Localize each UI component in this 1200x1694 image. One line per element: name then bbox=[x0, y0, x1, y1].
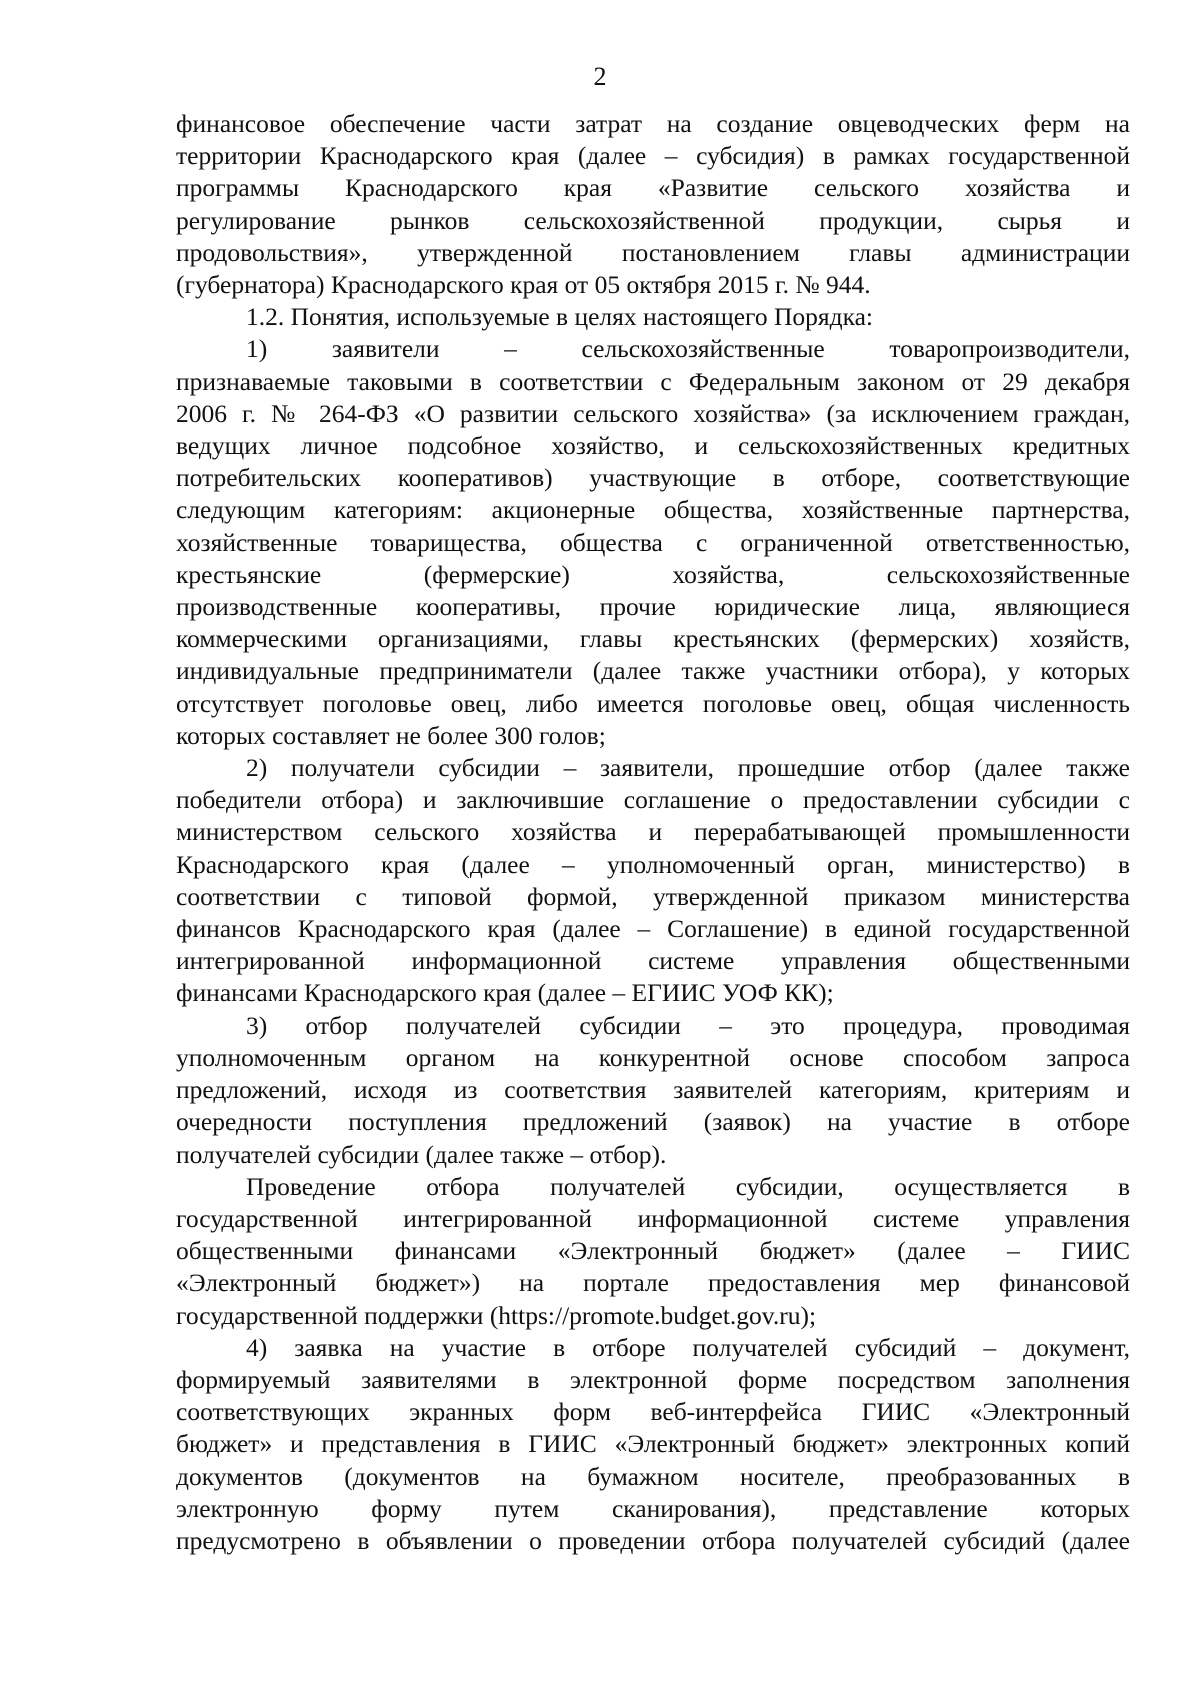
text-line: документов (документов на бумажном носителе, преобразованных в bbox=[176, 1461, 1130, 1491]
text-line: получателей субсидии (далее также – отбор). bbox=[176, 1139, 667, 1169]
text-line: отсутствует поголовье овец, либо имеется поголовье овец, общая численность bbox=[176, 688, 1130, 718]
paragraph bbox=[176, 108, 1130, 301]
text-line: следующим категориям: акционерные общества, хозяйственные партнерства, bbox=[176, 495, 1130, 525]
text-line: бюджет» и представления в ГИИС «Электронный бюджет» электронных копий bbox=[176, 1429, 1130, 1459]
page-number: 2 bbox=[593, 62, 607, 91]
text-line: победители отбора) и заключившие соглашение о предоставлении субсидии с bbox=[176, 785, 1130, 815]
text-line: территории Краснодарского края (далее – субсидия) в рамках государственной bbox=[176, 141, 1130, 171]
text-line: 1) заявители – сельскохозяйственные товаропроизводители, bbox=[246, 334, 1130, 364]
text-line: Краснодарского края (далее – уполномоченный орган, министерство) в bbox=[176, 849, 1130, 879]
text-line: 2) получатели субсидии – заявители, прошедшие отбор (далее также bbox=[246, 753, 1130, 783]
text-line: производственные кооперативы, прочие юридические лица, являющиеся bbox=[176, 592, 1130, 622]
text-line: предложений, исходя из соответствия заявителей категориям, критериям и bbox=[176, 1075, 1130, 1105]
text-line: электронную форму путем сканирования), представление которых bbox=[176, 1493, 1130, 1523]
text-line: регулирование рынков сельскохозяйственной продукции, сырья и bbox=[176, 205, 1130, 235]
text-line: коммерческими организациями, главы крестьянских (фермерских) хозяйств, bbox=[176, 624, 1130, 654]
text-line: Проведение отбора получателей субсидии, осуществляется в bbox=[246, 1171, 1130, 1201]
text-line: предусмотрено в объявлении о проведении отбора получателей субсидий (далее bbox=[176, 1525, 1130, 1555]
text-line: потребительских кооперативов) участвующие в отборе, соответствующие bbox=[176, 463, 1130, 493]
text-line: программы Краснодарского края «Развитие сельского хозяйства и bbox=[176, 173, 1130, 203]
text-line: соответствующих экранных форм веб-интерфейса ГИИС «Электронный bbox=[176, 1397, 1130, 1427]
text-line: уполномоченным органом на конкурентной основе способом запроса bbox=[176, 1042, 1130, 1072]
text-line: «Электронный бюджет») на портале предоставления мер финансовой bbox=[176, 1268, 1130, 1298]
text-line: 2006 г. № 264-ФЗ «О развитии сельского хозяйства» (за исключением граждан, bbox=[176, 398, 1130, 428]
text-line: соответствии с типовой формой, утвержденной приказом министерства bbox=[176, 881, 1130, 911]
text-line: крестьянские (фермерские) хозяйства, сельскохозяйственные bbox=[176, 559, 1130, 589]
paragraph bbox=[176, 1332, 1130, 1557]
text-line: финансов Краснодарского края (далее – Соглашение) в единой государственной bbox=[176, 914, 1130, 944]
text-line: продовольствия», утвержденной постановлением главы администрации bbox=[176, 237, 1130, 267]
text-line: признаваемые таковыми в соответствии с Федеральным законом от 29 декабря bbox=[176, 366, 1130, 396]
text-line: государственной поддержки (https://promote.budget.gov.ru); bbox=[176, 1300, 817, 1330]
paragraph bbox=[176, 333, 1130, 752]
text-line: хозяйственные товарищества, общества с ограниченной ответственностью, bbox=[176, 527, 1130, 557]
text-line: 4) заявка на участие в отборе получателей субсидий – документ, bbox=[246, 1332, 1130, 1362]
text-line: которых составляет не более 300 голов; bbox=[176, 720, 606, 750]
text-line: ведущих личное подсобное хозяйство, и сельскохозяйственных кредитных bbox=[176, 431, 1130, 461]
text-line: индивидуальные предприниматели (далее также участники отбора), у которых bbox=[176, 656, 1130, 686]
text-line: финансовое обеспечение части затрат на создание овцеводческих ферм на bbox=[176, 109, 1130, 138]
text-line: общественными финансами «Электронный бюджет» (далее – ГИИС bbox=[176, 1236, 1130, 1266]
text-line: очередности поступления предложений (заявок) на участие в отборе bbox=[176, 1107, 1130, 1137]
text-line: (губернатора) Краснодарского края от 05 октября 2015 г. № 944. bbox=[176, 270, 871, 300]
text-line: интегрированной информационной системе управления общественными bbox=[176, 946, 1130, 976]
text-line: министерством сельского хозяйства и перерабатывающей промышленности bbox=[176, 817, 1130, 847]
paragraph bbox=[176, 301, 1130, 333]
text-line: государственной интегрированной информационной системе управления bbox=[176, 1203, 1130, 1233]
text-line: финансами Краснодарского края (далее – ЕГИИС УОФ КК); bbox=[176, 978, 834, 1008]
paragraph bbox=[176, 1171, 1130, 1332]
document-body bbox=[176, 108, 1130, 1557]
text-line: 3) отбор получателей субсидии – это процедура, проводимая bbox=[246, 1010, 1130, 1040]
paragraph bbox=[176, 1010, 1130, 1171]
text-line: 1.2. Понятия, используемые в целях настоящего Порядка: bbox=[246, 302, 874, 332]
paragraph bbox=[176, 752, 1130, 1010]
text-line: формируемый заявителями в электронной форме посредством заполнения bbox=[176, 1364, 1130, 1394]
